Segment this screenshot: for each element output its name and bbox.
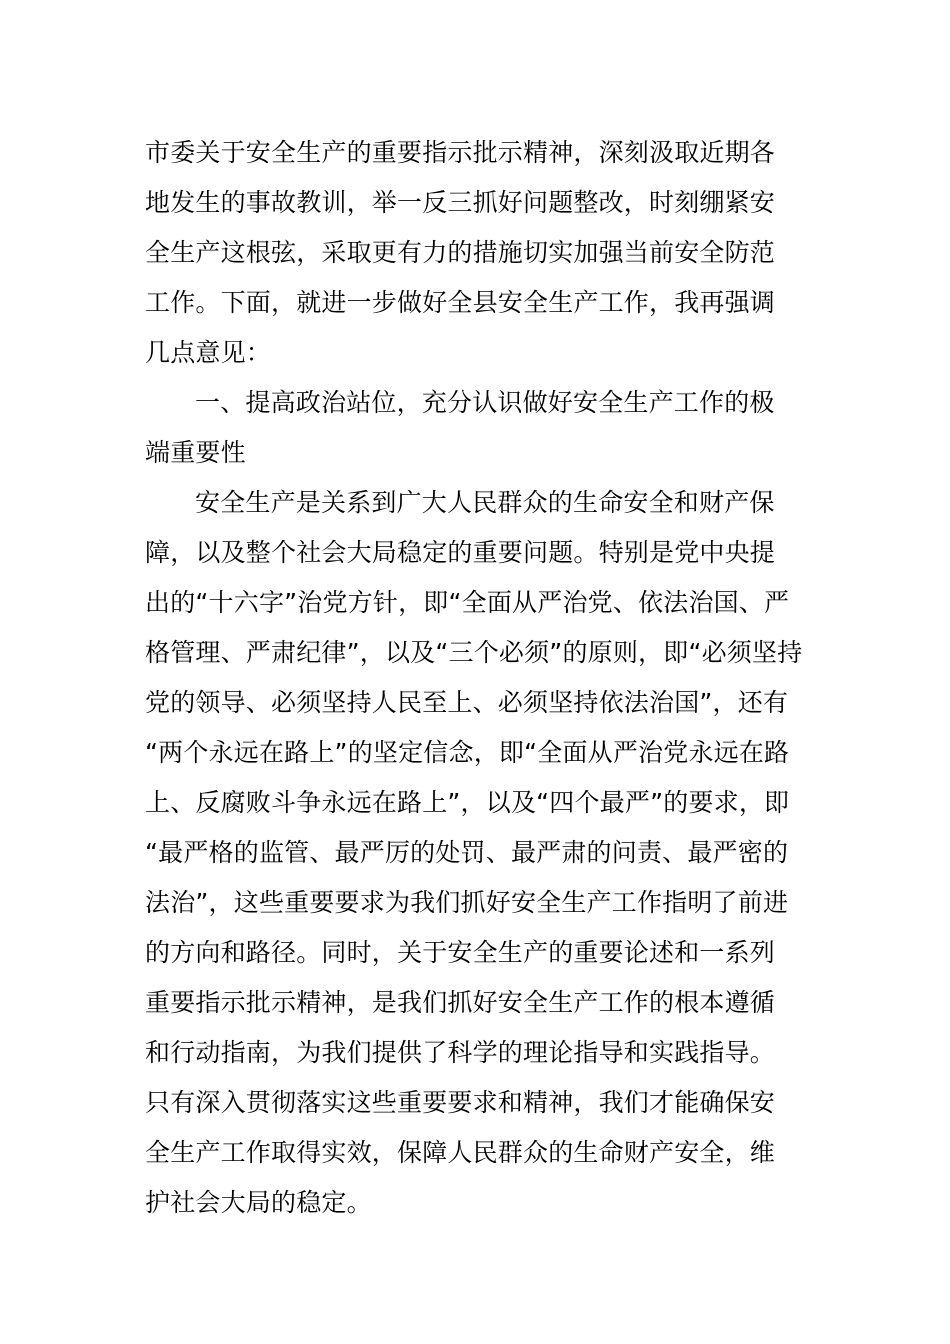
text-line: 的方向和路径。同时，关于安全生产的重要论述和一系列 (145, 938, 776, 967)
text-line: 只有深入贯彻落实这些重要要求和精神，我们才能确保安 (145, 1088, 776, 1117)
text-line: “最严格的监管、最严厉的处罚、最严肃的问责、最严密的 (145, 838, 789, 867)
text-line: 护社会大局的稳定。 (145, 1188, 372, 1217)
text-line: 全生产这根弦，采取更有力的措施切实加强当前安全防范 (145, 238, 776, 267)
text-line: 地发生的事故教训，举一反三抓好问题整改，时刻绷紧安 (145, 188, 776, 217)
text-line: 上、反腐败斗争永远在路上”，以及“四个最严”的要求，即 (145, 788, 790, 817)
text-line: “两个永远在路上”的坚定信念，即“全面从严治党永远在路 (145, 738, 790, 767)
text-line: 几点意见： (145, 338, 272, 367)
text-line: 和行动指南，为我们提供了科学的理论指导和实践指导。 (145, 1038, 776, 1067)
text-line: 障，以及整个社会大局稳定的重要问题。特别是党中央提 (145, 538, 776, 567)
text-line: 工作。下面，就进一步做好全县安全生产工作，我再强调 (145, 288, 776, 317)
text-line: 格管理、严肃纪律”，以及“三个必须”的原则，即“必须坚持 (145, 638, 803, 667)
text-line: 市委关于安全生产的重要指示批示精神，深刻汲取近期各 (145, 138, 776, 167)
text-line: 出的“十六字”治党方针，即“全面从严治党、依法治国、严 (145, 588, 790, 617)
text-line: 安全生产是关系到广大人民群众的生命安全和财产保 (195, 488, 775, 517)
section-heading-line: 端重要性 (145, 438, 246, 467)
text-line: 重要指示批示精神，是我们抓好安全生产工作的根本遵循 (145, 988, 776, 1017)
body-text (145, 128, 811, 1228)
section-heading-line: 一、提高政治站位，充分认识做好安全生产工作的极 (195, 388, 775, 417)
text-line: 党的领导、必须坚持人民至上、必须坚持依法治国”，还有 (145, 688, 789, 717)
text-line: 法治”，这些重要要求为我们抓好安全生产工作指明了前进 (145, 888, 789, 917)
text-line: 全生产工作取得实效，保障人民群众的生命财产安全，维 (145, 1138, 776, 1167)
